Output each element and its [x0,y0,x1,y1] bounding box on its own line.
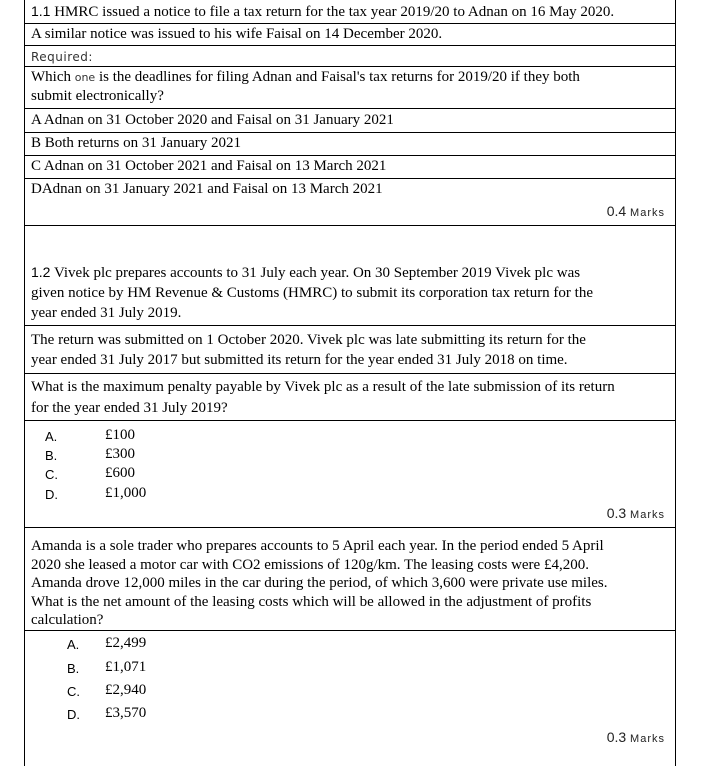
q1-question-post: is the deadlines for filing Adnan and Faisal's tax returns for 2019/20 if they both [98,69,580,85]
divider [25,527,675,528]
marks-value: 0.3 [606,505,627,521]
divider [25,155,675,156]
q1-marks [607,203,665,219]
q1-intro-line1 [31,2,614,22]
q2-para2-line1: The return was submitted on 1 October 2020. Vivek plc was late submitting its return for the [31,332,586,348]
q3-option-d-letter[interactable]: D. [67,707,80,722]
divider [25,325,675,326]
q1-intro-text1: HMRC issued a notice to file a tax return for the tax year 2019/20 to Adnan on 16 May 2020. [54,4,615,20]
q3-line2: 2020 she leased a motor car with CO2 emissions of 120g/km. The leasing costs were £4,200. [31,557,589,573]
marks-label: Marks [630,207,665,219]
q2-option-b-value[interactable]: £300 [105,446,135,462]
divider [25,108,675,109]
q2-marks [607,505,665,521]
q1-intro-line2: A similar notice was issued to his wife Faisal on 14 December 2020. [31,26,443,42]
q2-para2-line2: year ended 31 July 2017 but submitted its return for the year ended 31 July 2018 on time. [31,352,568,368]
q1-option-b[interactable]: B Both returns on 31 January 2021 [31,135,241,151]
q3-option-b-value[interactable]: £1,071 [105,659,147,675]
q3-marks [607,729,665,745]
divider [25,178,675,179]
q2-para1-line1 [31,263,580,283]
q1-required [31,48,93,67]
q2-option-d-letter[interactable]: D. [45,487,58,502]
q2-number: 1.2 [31,264,51,280]
divider [25,630,675,631]
q1-option-d[interactable]: DAdnan on 31 January 2021 and Faisal on 13 March 2021 [31,181,383,197]
marks-label: Marks [630,509,665,521]
q2-para1-text: Vivek plc prepares accounts to 31 July each year. On 30 September 2019 Vivek plc was [53,265,581,281]
q3-line4: What is the net amount of the leasing costs which will be allowed in the adjustment of profits [31,594,592,610]
marks-value: 0.4 [606,203,627,219]
q3-line3: Amanda drove 12,000 miles in the car during the period, of which 3,600 were private use miles. [31,575,608,591]
divider [25,132,675,133]
required-label: Required: [31,50,93,64]
q2-para3-line1: What is the maximum penalty payable by Vivek plc as a result of the late submission of its return [31,379,615,395]
q2-option-b-letter[interactable]: B. [45,448,58,463]
question-page [24,0,676,766]
divider [25,225,675,226]
divider [25,45,675,46]
q3-option-a-letter[interactable]: A. [67,637,80,652]
q1-question-line2: submit electronically? [31,88,164,104]
divider [25,420,675,421]
divider [25,66,675,67]
q2-option-c-letter[interactable]: C. [45,467,58,482]
q3-option-c-value[interactable]: £2,940 [105,682,147,698]
q2-option-d-value[interactable]: £1,000 [105,485,147,501]
marks-value: 0.3 [606,729,627,745]
q3-option-a-value[interactable]: £2,499 [105,635,147,651]
q3-option-b-letter[interactable]: B. [67,661,80,676]
q3-line5: calculation? [31,612,104,628]
q3-line1: Amanda is a sole trader who prepares accounts to 5 April each year. In the period ended 5 April [31,538,604,554]
q2-option-a-letter[interactable]: A. [45,429,58,444]
q3-option-d-value[interactable]: £3,570 [105,705,147,721]
divider [25,23,675,24]
q2-option-c-value[interactable]: £600 [105,465,135,481]
divider [25,373,675,374]
q1-question-one: one [74,71,96,84]
q1-option-a[interactable]: A Adnan on 31 October 2020 and Faisal on 31 January 2021 [31,112,394,128]
q2-para3-line2: for the year ended 31 July 2019? [31,400,228,416]
marks-label: Marks [630,733,665,745]
q1-question-line1 [31,68,580,87]
q1-question-pre: Which [31,69,71,85]
q1-number: 1.1 [31,3,51,19]
q2-para1-line2: given notice by HM Revenue & Customs (HMRC) to submit its corporation tax return for the [31,285,594,301]
q2-para1-line3: year ended 31 July 2019. [31,305,182,321]
q1-option-c[interactable]: C Adnan on 31 October 2021 and Faisal on 13 March 2021 [31,158,387,174]
q2-option-a-value[interactable]: £100 [105,427,135,443]
q3-option-c-letter[interactable]: C. [67,684,80,699]
